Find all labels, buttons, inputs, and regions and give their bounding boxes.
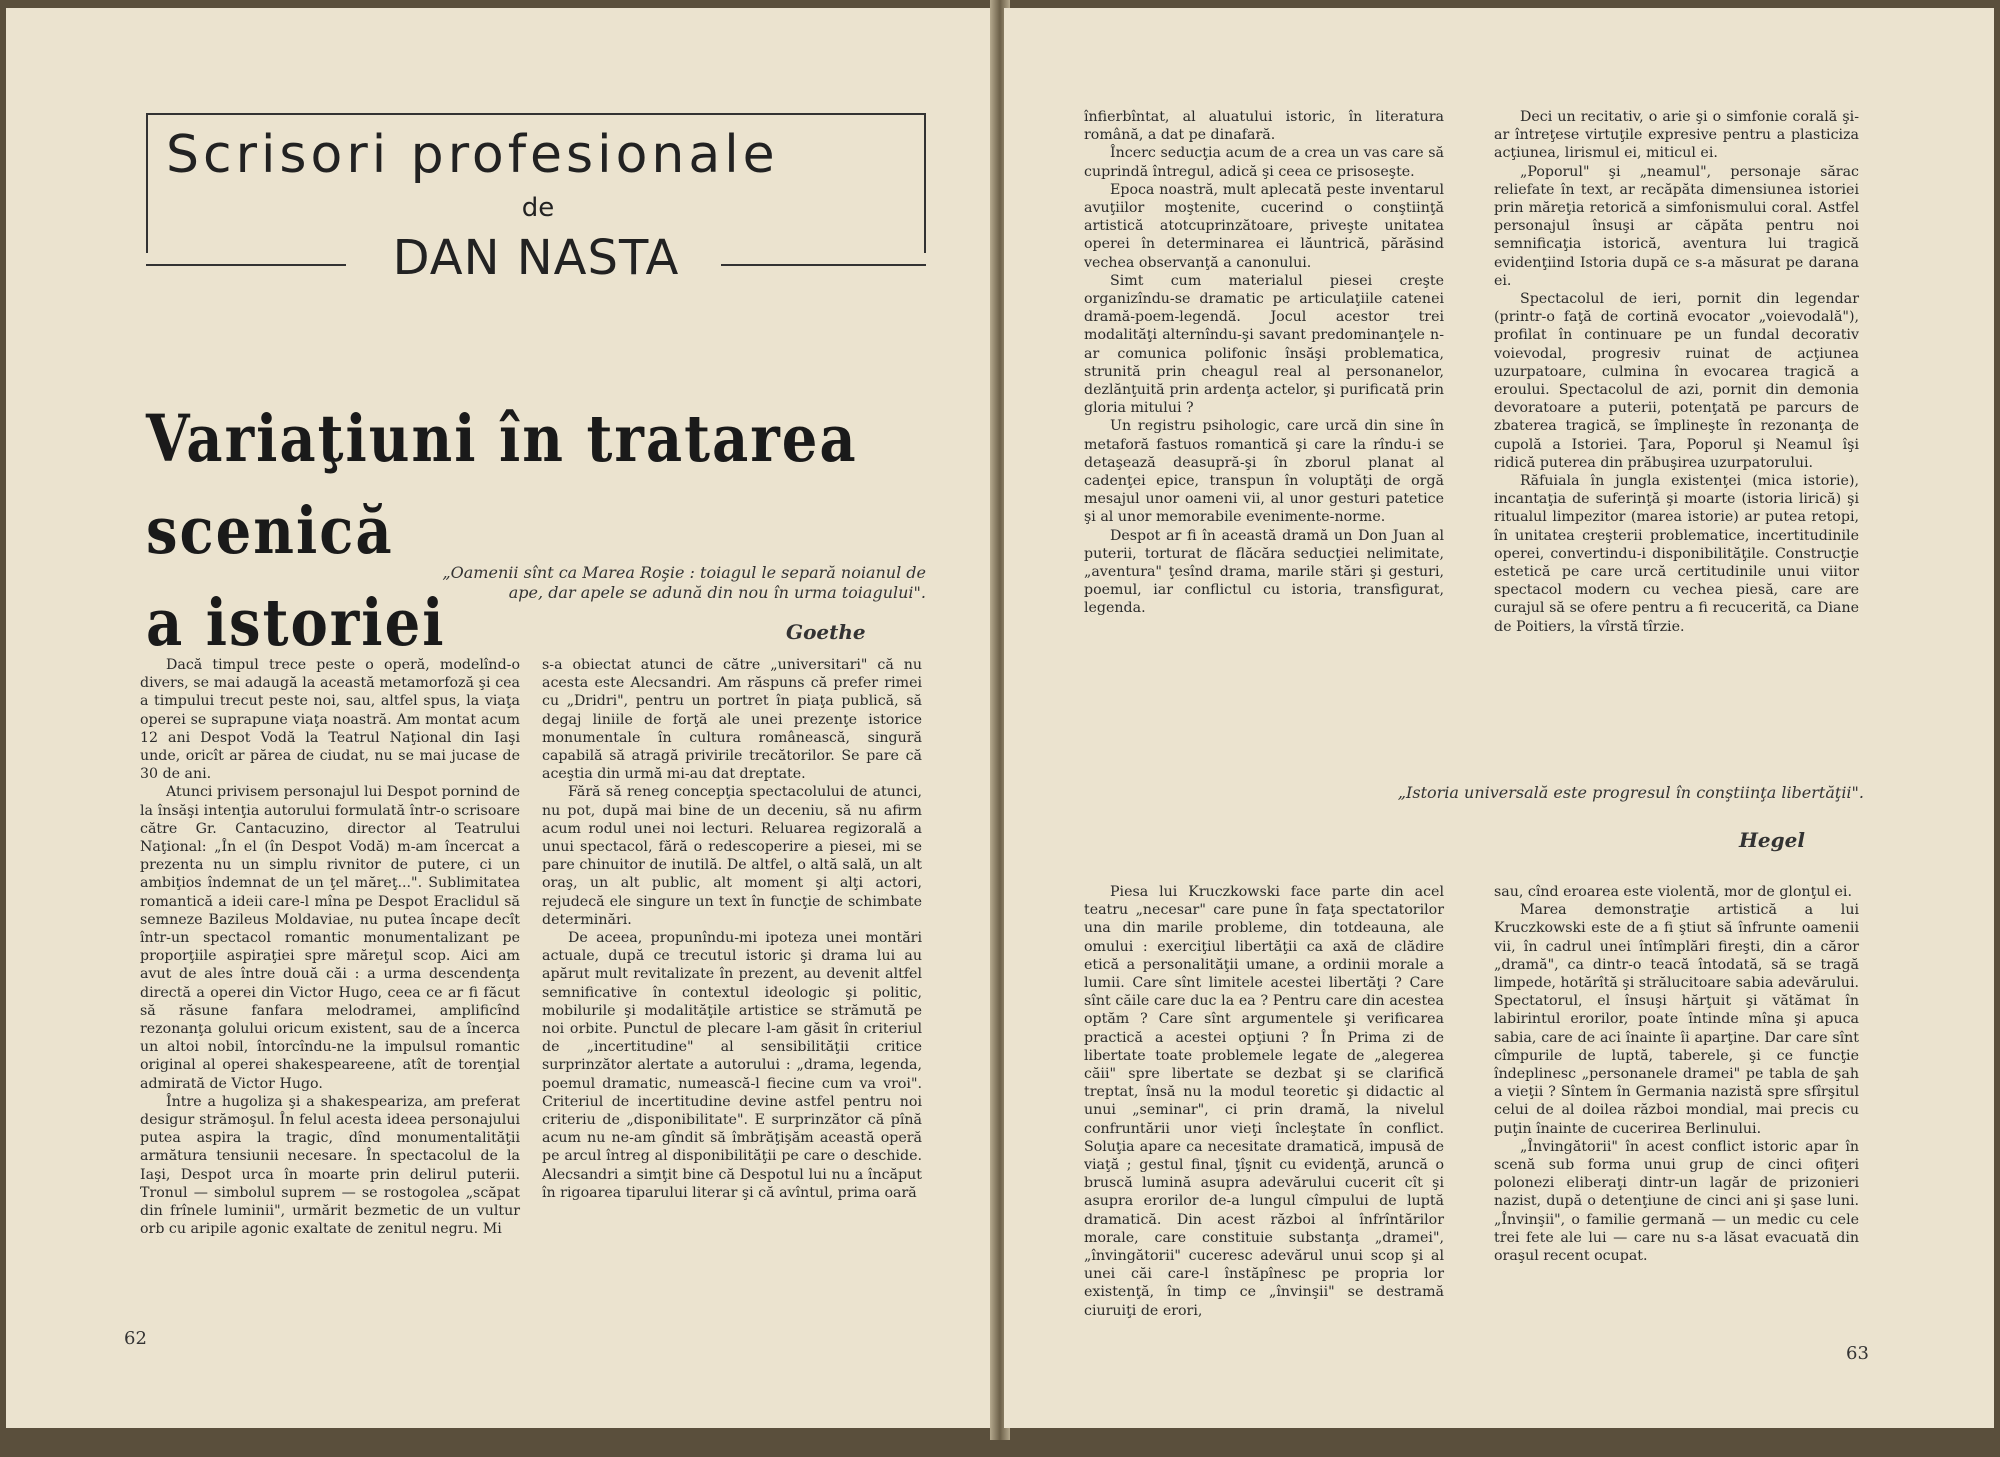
paragraph: Deci un recitativ, o arie şi o simfonie corală şi-ar întreţese virtuţile expresive pentru a plasticiza acţiunea, lirismul ei, miticul ei. (1494, 109, 1859, 162)
paragraph: Spectacolul de ieri, pornit din legendar (printr-o faţă de cortină evocator „voievodală"), profilat în continuare pe un fundal decorativ voievodal, progresiv ruinat de acţiunea uzurpatoare, culmina în evocarea tragică a eroului. Spectacolul de azi, pornit din demonia devoratoare a puterii, potenţată pe parcurs de zbaterea tragică, se împlineşte în rezonanţa de cupolă a Istoriei. Ţara, Poporul şi Neamul îşi ridică puterea din prăbuşirea uzurpatorului. (1494, 291, 1859, 471)
rule-right (721, 264, 926, 266)
paragraph: Între a hugoliza şi a shakespeariza, am preferat desigur strămoşul. În felul acesta ideea personajului putea aspira la tragic, dînd monumentalităţii armătura tensiunii necesare. În spectacolul de la Iaşi, Despot urca în moarte prin delirul puterii. Tronul — simbolul suprem — se rostogolea „scăpat din frînele luminii", urmărit bezmetic de un vultur orb cu aripile agonic exaltate de zenitul negru. Mi (140, 1093, 520, 1238)
series-title: Scrisori profesionale (166, 125, 779, 185)
page-number-left: 62 (124, 1328, 147, 1349)
epigraph-goethe: „Oamenii sînt ca Marea Roşie : toiagul le separă noianul de ape, dar apele se adună din nou în urma toiagului". (442, 563, 926, 602)
right-column-1 (1084, 108, 1444, 618)
paragraph: Atunci privisem personajul lui Despot pornind de la însăşi intenţia autorului formulată într-o scrisoare către Gr. Cantacuzino, director al Teatrului Naţional: „În el (în Despot Vodă) m-am încercat a prezenta nu un simplu rivnitor de putere, ci un ambiţios îndemnat de un ţel măreţ...". Sublimitatea romantică a ideii care-l mîna pe Despot Eraclidul să semneze Bazileus Moldaviae, nu putea încape decît într-un spectacol romantic monumentalizant pe proporţiile aspiraţiei spre măreţul scop. Aici am avut de ales între două căi : a urma descendenţa directă a operei din Victor Hugo, ceea ce ar fi făcut să răsune fanfara melodramei, amplificînd rezonanţa golului oricum existent, sau de a încerca un altoi nobil, întorcîndu-ne la impulsul romantic original al operei shakespeareene, atît de torenţial admirată de Victor Hugo. (140, 784, 520, 1092)
paragraph: Dacă timpul trece peste o operă, modelînd-o divers, se mai adaugă la această metamorfoză şi cea a timpului trecut peste noi, sau, altfel spus, la viaţa operei se suprapune viaţa noastră. Am montat acum 12 ani Despot Vodă la Teatrul Naţional din Iaşi unde, oricît ar părea de ciudat, nu se mai jucase de 30 de ani. (140, 657, 520, 783)
author-line (146, 230, 926, 290)
paragraph: s-a obiectat atunci de către „universitari" că nu acesta este Alecsandri. Am răspuns că prefer rimei cu „Dridri", pentru un portret în piaţa publică, să degaj liniile de forţă ale unei prezenţe istorice monumentale în cultura românească, singură capabilă să atragă privirile trecătorilor. Se pare că aceştia din urmă mi-au dat dreptate. (542, 657, 922, 783)
paragraph: Simt cum materialul piesei creşte organizîndu-se dramatic pe articulaţiile catenei dramă-poem-legendă. Jocul acestor trei modalităţi alternîndu-şi savant predominanţele n-ar comunica polifonic însăşi problematica, strunită prin cheagul real al personanelor, dezlănţuită prin ardenţa actelor, şi purificată prin gloria mitului ? (1084, 272, 1444, 417)
author-name: DAN NASTA (392, 230, 680, 286)
left-column-2 (542, 656, 922, 1202)
paragraph: Fără să reneg concepţia spectacolului de atunci, nu pot, după mai bine de un deceniu, să nu afirm acum rodul unei noi lecturi. Reluarea regizorală a unui spectacol, fără o redescoperire a piesei, mi se pare chinuitor de inutilă. De altfel, o altă sală, un alt oraş, un alt public, alt moment şi alţi actori, rejudecă ele singure un text în funcţie de schimbate determinări. (542, 784, 922, 928)
paragraph: „Poporul" şi „neamul", personaje sărac reliefate în text, ar recăpăta dimensiunea istoriei prin măreţia retorică a simfonismului coral. Astfel personajul însuşi ar căpăta pentru noi semnificaţia istorică, aventura lui tragică evidenţiind Istoria după ce s-a măsurat pe darana ei. (1494, 163, 1859, 289)
paragraph: înfierbîntat, al aluatului istoric, în literatura română, a dat pe dinafară. (1084, 109, 1444, 144)
title-de: de (521, 193, 555, 223)
left-page (6, 8, 996, 1428)
headline-line-2: a istoriei (146, 585, 446, 661)
paragraph: „Învingătorii" în acest conflict istoric apar în scenă sub forma unui grup de cinci ofiţeri polonezi eliberaţi dintr-un lagăr de prizonieri nazist, după o detenţiune de cinci ani şi şase luni. „Învinşii", o familie germană — un medic cu cele trei fete ale lui — care nu s-a lăsat evacuată din oraşul recent ocupat. (1494, 1138, 1859, 1265)
paragraph: Marea demonstraţie artistică a lui Kruczkowski este de a fi ştiut să înfrunte oamenii vii, în cadrul unei întîmplări fireşti, din a căror „dramă", ca dintr-o teacă întodată, să se tragă limpede, hotărîtă şi strălucitoare sabia adevărului. Spectatorul, el însuşi hărţuit şi vătămat în labirintul erorilor, poate întinde mîna şi apuca sabia, care de aci înainte îi aparţine. Dar care sînt cîmpurile de luptă, taberele, şi ce funcţie îndeplinesc „personanele dramei" pe tabla de şah a vieţii ? Sîntem în Germania nazistă spre sfîrşitul celui de al doilea război mondial, mai precis cu puţin înainte de cucerirea Berlinului. (1494, 902, 1859, 1137)
right-column-3 (1084, 883, 1444, 1320)
right-page (1004, 8, 1994, 1428)
left-column-1 (140, 656, 520, 1239)
paragraph: Despot ar fi în această dramă un Don Juan al puterii, torturat de flăcăra seducţiei nelimitate, „aventura" ţesînd drama, marile stări şi gesturi, poemul, iar conflictul cu istoria, transfigurat, legenda. (1084, 527, 1444, 617)
paragraph: Răfuiala în jungla existenţei (mica istorie), incantaţia de suferinţă şi moarte (istoria lirică) şi ritualul limpezitor (marea istorie) ar putea retopi, în unitatea creşterii problematice, incertitudinile operei, convertindu-i disponibilităţile. Construcţie estetică pe care urcă certitudinile unui viitor spectacol modern cu vechea piesă, care are curajul să se ofere pentru a fi recucerită, ca Diane de Poitiers, la vîrstă tîrzie. (1494, 473, 1859, 635)
right-column-4 (1494, 883, 1859, 1265)
paragraph: sau, cînd eroarea este violentă, mor de glonţul ei. (1494, 884, 1852, 900)
right-column-2 (1494, 108, 1859, 636)
epigraph-author-hegel: Hegel (1739, 828, 1805, 852)
page-number-right: 63 (1846, 1343, 1869, 1364)
headline-line-1: Variaţiuni în tratarea scenică (146, 401, 858, 569)
paragraph: Epoca noastră, mult aplecată peste inventarul avuţiilor moştenite, cucerind o conştiinţă artistică atotcuprinzătoare, priveşte unitatea operei în determinarea ei lăuntrică, părăsind vechea observanţă a canonului. (1084, 181, 1444, 271)
paragraph: Piesa lui Kruczkowski face parte din acel teatru „necesar" care pune în faţa spectatorilor una din marile probleme, din totdeauna, ale omului : exerciţiul libertăţii ca axă de clădire etică a personalităţii umane, a ordinii morale a lumii. Care sînt limitele acestei libertăţi ? Care sînt căile care duc la ea ? Pentru care din acestea optăm ? Care sînt argumentele şi verificarea practică a acestei opţiuni ? În Prima zi de libertate toate problemele legate de „alegerea căii" spre libertate se dezbat şi se clarifică treptat, însă nu la modul teoretic şi didactic al unui „seminar", ci prin dramă, la nivelul confruntării unor vieţi încleştate în conflict. Soluţia apare ca necesitate dramatică, impusă de viaţă ; gestul final, ţîşnit cu evidenţă, aruncă o bruscă lumină asupra adevărului cucerit cît şi asupra erorilor de-a lungul cîmpului de luptă dramatică. Din acest război al înfrîntărilor morale, care constituie substanţa „dramei", „învingătorii" cuceresc adevărul unui scop şi al unei căi care-l înstăpînesc pe propria lor existenţă, în timp ce „învinşii" se destramă ciuruiţi de erori, (1084, 884, 1444, 1319)
paragraph: Un registru psihologic, care urcă din sine în metaforă fastuos romantică şi care la rîndu-i se detaşează deasupră-şi în zborul planat al cadenţei epice, transpun în voluptăţi de orgă mesajul unor oameni vii, al unor gesturi patetice şi al unor memorabile evenimente-norme. (1084, 418, 1444, 526)
epigraph-hegel: „Istoria universală este progresul în conştiinţa libertăţii". (1397, 783, 1864, 802)
paragraph: Încerc seducţia acum de a crea un vas care să cuprindă întregul, adică şi ceea ce prisoseşte. (1084, 145, 1444, 180)
paragraph: De aceea, propunîndu-mi ipoteza unei montări actuale, după ce trecutul istoric şi drama lui au apărut mult revitalizate în prezent, au devenit altfel semnificative în contextul ideologic şi politic, mobilurile şi modalităţile artistice se strămută pe noi orbite. Punctul de plecare l-am găsit în criteriul de „incertitudine" al sensibilităţii critice surprinzător alertate a autorului : „drama, legenda, poemul dramatic, numească-l fiecine cum va vroi". Criteriul de incertitudine devine astfel pentru noi criteriu de „disponibilitate". E surprinzător că pînă acum nu ne-am gîndit să îmbrăţişăm această operă pe arcul întreg al disponibilităţii pe care o deschide. Alecsandri a simţit bine că Despotul lui nu a încăput în rigoarea tiparului literar şi că avîntul, prima oară (542, 930, 922, 1201)
epigraph-author-goethe: Goethe (786, 620, 866, 644)
